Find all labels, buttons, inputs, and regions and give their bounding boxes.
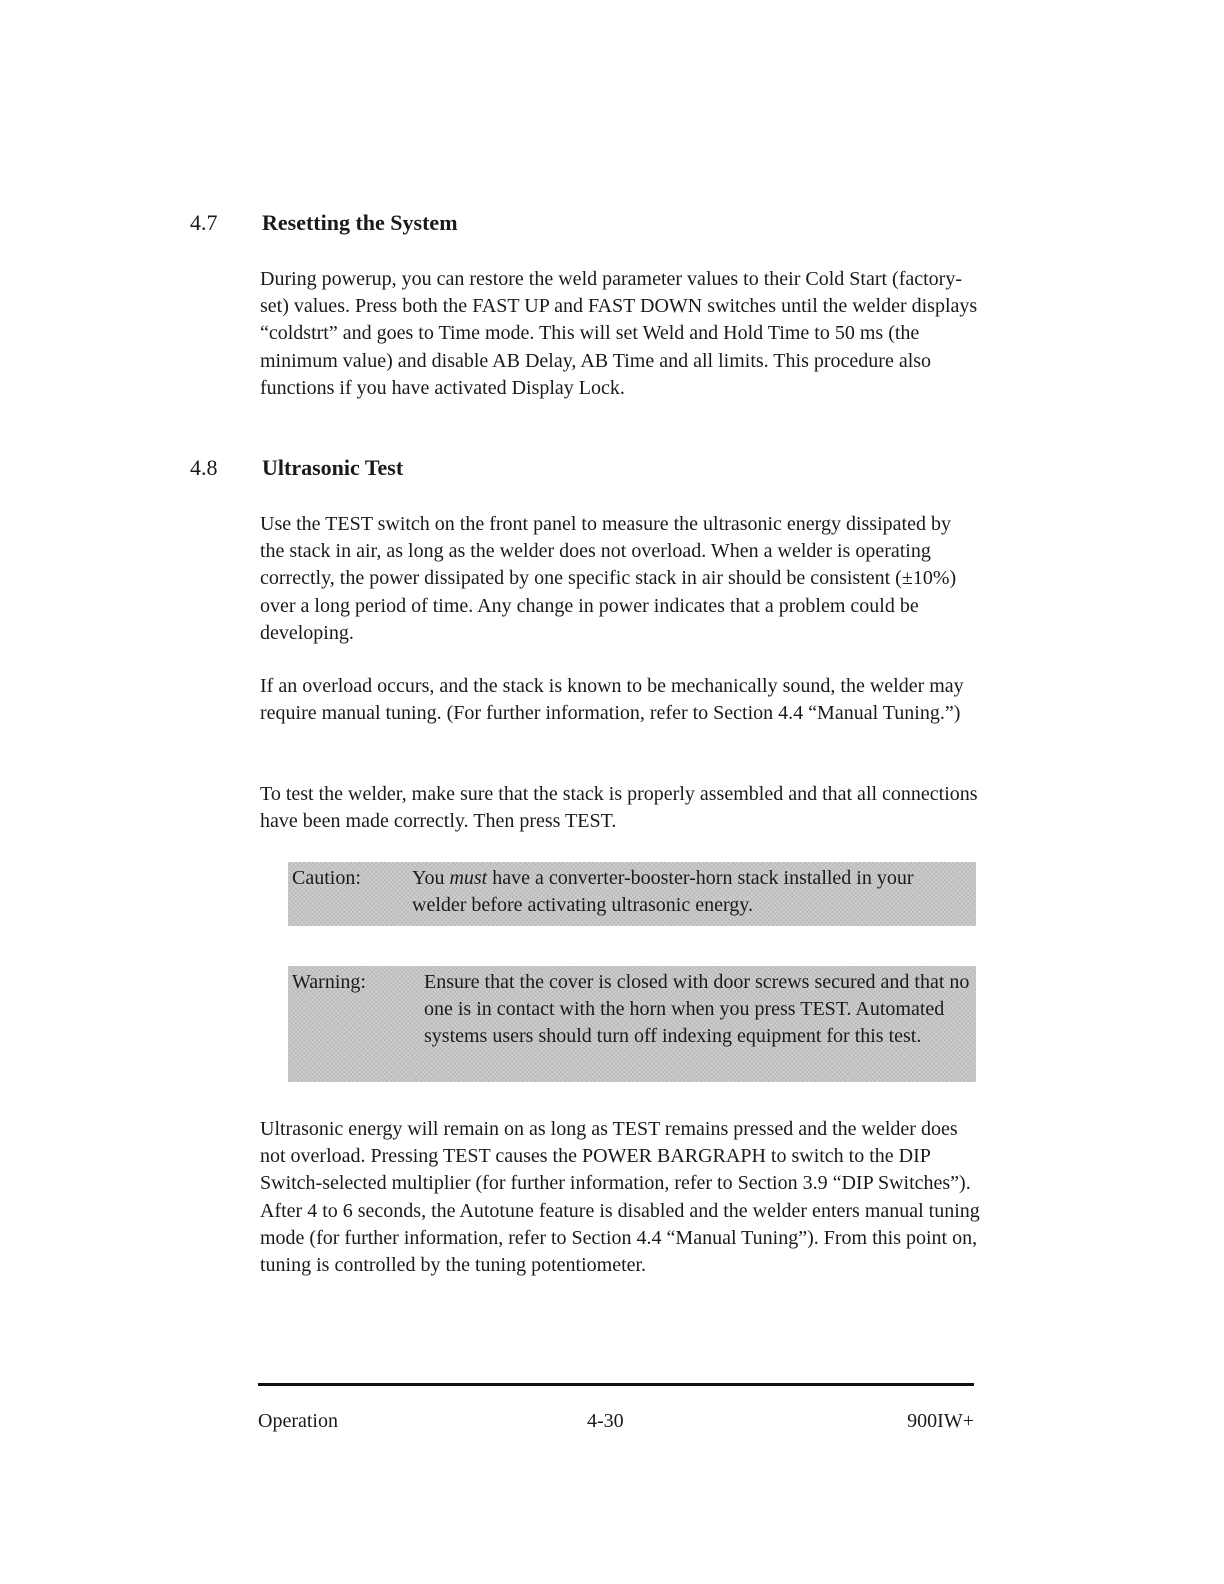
footer-page-number: 4-30 [587,1410,624,1432]
caution-text: You must have a converter-booster-horn stack installed in your welder before activating ultrasonic energy. [412,867,914,917]
section-heading-4-7 [190,210,458,236]
section-number: 4.8 [190,455,218,480]
paragraph-cold-start: During powerup, you can restore the weld parameter values to their Cold Start (factory-set) values. Press both the FAST UP and FAST DOWN switches until the welder displays “coldstrt” and goes to Time mode. This will set Weld and Hold Time to 50 ms (the minimum value) and disable AB Delay, AB Time and all limits. This procedure also functions if you have activated Display Lock. [260,268,978,399]
section-heading-4-8 [190,455,403,481]
caution-box [288,862,976,926]
warning-text: Ensure that the cover is closed with door screws secured and that no one is in contact with the horn when you press TEST. Automated systems users should turn off indexing equipment for this test. [424,971,970,1048]
paragraph-test-procedure: To test the welder, make sure that the stack is properly assembled and that all connections have been made correctly. Then press TEST. [260,783,978,833]
caution-label: Caution: [292,867,361,889]
paragraph-test-switch: Use the TEST switch on the front panel to measure the ultrasonic energy dissipated by the stack in air, as long as the welder does not overload. When a welder is operating correctly, the power dissipated by one specific stack in air should be consistent (±10%) over a long period of time. Any change in power indicates that a problem could be developing. [260,513,957,644]
warning-box [288,966,976,1082]
footer-chapter: Operation [258,1410,338,1432]
section-title: Resetting the System [262,210,458,235]
caution-emphasis: must [449,867,488,889]
paragraph-ultrasonic-energy: Ultrasonic energy will remain on as long as TEST remains pressed and the welder does not overload. Pressing TEST causes the POWER BARGRAPH to switch to the DIP Switch-selected multiplier (for further information, refer to Section 3.9 “DIP Switches”). After 4 to 6 seconds, the Autotune feature is disabled and the welder enters manual tuning mode (for further information, refer to Section 4.4 “Manual Tuning”). From this point on, tuning is controlled by the tuning potentiometer. [260,1118,980,1277]
footer-divider [258,1383,974,1386]
section-title: Ultrasonic Test [262,455,404,480]
paragraph-overload: If an overload occurs, and the stack is known to be mechanically sound, the welder may require manual tuning. (For further information, refer to Section 4.4 “Manual Tuning.”) [260,675,964,725]
warning-label: Warning: [292,971,366,993]
section-number: 4.7 [190,210,218,235]
footer-model: 900IW+ [907,1410,974,1432]
